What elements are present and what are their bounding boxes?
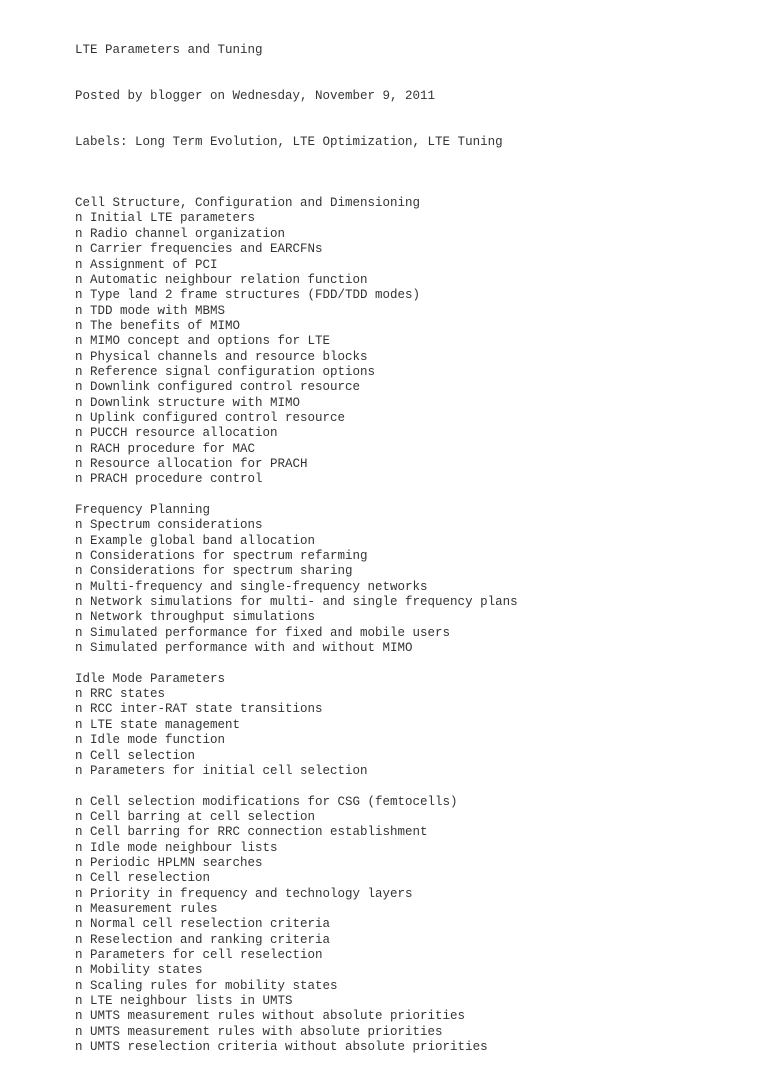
list-item: n UMTS measurement rules with absolute priorities xyxy=(75,1024,443,1039)
list-item: n Considerations for spectrum refarming xyxy=(75,549,368,564)
list-item: n Idle mode function xyxy=(75,733,226,748)
list-item: n Parameters for initial cell selection xyxy=(75,763,368,778)
list-item: n Measurement rules xyxy=(75,901,218,916)
list-item: n LTE state management xyxy=(75,717,241,732)
list-item: n Type land 2 frame structures (FDD/TDD modes) xyxy=(75,288,421,303)
list-item: n MIMO concept and options for LTE xyxy=(75,334,331,349)
list-item: n Simulated performance with and without MIMO xyxy=(75,641,413,656)
list-item: n RCC inter-RAT state transitions xyxy=(75,702,323,717)
list-item: n Resource allocation for PRACH xyxy=(75,456,308,471)
list-item: n Cell selection modifications for CSG (femtocells) xyxy=(75,794,458,809)
list-item: n Priority in frequency and technology layers xyxy=(75,886,413,901)
list-item: n Example global band allocation xyxy=(75,533,316,548)
list-item: n Cell reselection xyxy=(75,871,211,886)
list-item: n Carrier frequencies and EARCFNs xyxy=(75,242,323,257)
list-item: n Scaling rules for mobility states xyxy=(75,978,338,993)
list-item: n Uplink configured control resource xyxy=(75,410,346,425)
list-item: n Assignment of PCI xyxy=(75,257,218,272)
list-item: n Network simulations for multi- and single frequency plans xyxy=(75,595,518,610)
post-labels: Labels: Long Term Evolution, LTE Optimization, LTE Tuning xyxy=(75,134,503,149)
list-item: n Periodic HPLMN searches xyxy=(75,855,263,870)
section-heading: Cell Structure, Configuration and Dimensioning xyxy=(75,196,421,211)
list-item: n LTE neighbour lists in UMTS xyxy=(75,994,293,1008)
blank-line xyxy=(75,779,755,794)
list-item: n Multi-frequency and single-frequency networks xyxy=(75,579,428,594)
list-item: n Network throughput simulations xyxy=(75,610,316,625)
list-item: n Reference signal configuration options xyxy=(75,364,376,379)
list-item: n Radio channel organization xyxy=(75,226,286,241)
list-item: n Idle mode neighbour lists xyxy=(75,840,278,855)
list-item: n PUCCH resource allocation xyxy=(75,426,278,441)
list-item: n Physical channels and resource blocks xyxy=(75,349,368,364)
list-item: n Initial LTE parameters xyxy=(75,211,256,226)
list-item: n Reselection and ranking criteria xyxy=(75,932,331,947)
list-item: n Cell barring for RRC connection establishment xyxy=(75,825,428,840)
blank-line xyxy=(75,656,755,671)
list-item: n RRC states xyxy=(75,687,166,702)
blank-line xyxy=(75,181,755,196)
list-item: n TDD mode with MBMS xyxy=(75,303,226,318)
list-item: n Mobility states xyxy=(75,963,203,978)
blank-line xyxy=(75,488,755,503)
post-title: LTE Parameters and Tuning xyxy=(75,42,263,57)
section-heading: Idle Mode Parameters xyxy=(75,671,226,686)
list-item: n RACH procedure for MAC xyxy=(75,441,256,456)
section-heading: Frequency Planning xyxy=(75,503,211,517)
list-item: n UMTS reselection criteria without absolute priorities xyxy=(75,1040,488,1055)
list-item: n Parameters for cell reselection xyxy=(75,947,323,962)
document-body xyxy=(75,12,755,1071)
list-item: n The benefits of MIMO xyxy=(75,318,241,333)
list-item: n Considerations for spectrum sharing xyxy=(75,564,353,579)
list-item: n Cell barring at cell selection xyxy=(75,809,316,824)
section-list xyxy=(75,181,755,1056)
list-item: n Automatic neighbour relation function xyxy=(75,272,368,287)
list-item: n Spectrum considerations xyxy=(75,518,263,533)
list-item: n Simulated performance for fixed and mobile users xyxy=(75,625,451,640)
list-item: n Cell selection xyxy=(75,748,196,763)
list-item: n Downlink configured control resource xyxy=(75,380,361,395)
post-meta: Posted by blogger on Wednesday, November 9, 2011 xyxy=(75,88,436,103)
list-item: n Downlink structure with MIMO xyxy=(75,395,301,410)
list-item: n PRACH procedure control xyxy=(75,472,263,487)
list-item: n Normal cell reselection criteria xyxy=(75,917,331,932)
list-item: n UMTS measurement rules without absolute priorities xyxy=(75,1009,466,1024)
